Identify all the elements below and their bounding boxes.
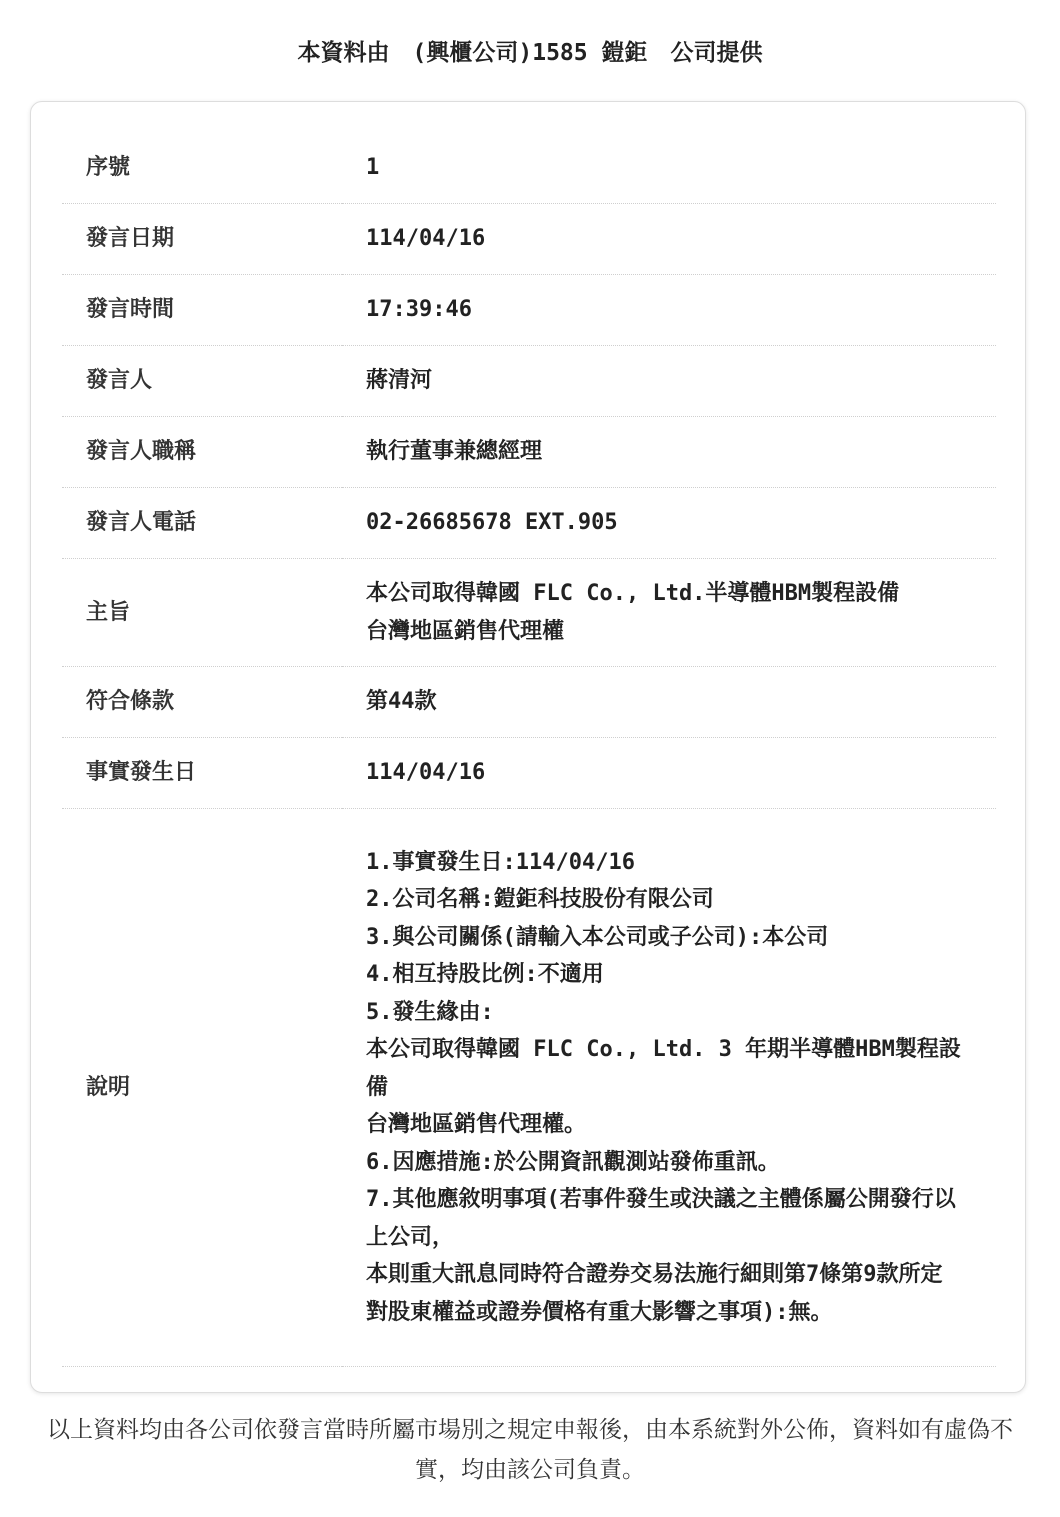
description-label: 說明 xyxy=(62,809,342,1367)
date-value: 114/04/16 xyxy=(342,204,996,275)
announcement-table xyxy=(62,133,996,1367)
row-serial xyxy=(62,133,996,204)
fact-date-value: 114/04/16 xyxy=(342,738,996,809)
speaker-phone-value: 02-26685678 EXT.905 xyxy=(342,488,996,559)
disclaimer-note: 以上資料均由各公司依發言當時所屬市場別之規定申報後，由本系統對外公佈，資料如有虛偽不實，均由該公司負責。 xyxy=(47,1417,1013,1483)
description-line: 6.因應措施:於公開資訊觀測站發佈重訊。 xyxy=(366,1149,780,1175)
row-subject xyxy=(62,559,996,667)
description-value xyxy=(342,809,996,1367)
serial-value: 1 xyxy=(342,133,996,204)
clause-value: 第44款 xyxy=(342,667,996,738)
description-line: 2.公司名稱:鎧鉅科技股份有限公司 xyxy=(366,887,714,913)
serial-label: 序號 xyxy=(62,133,342,204)
date-label: 發言日期 xyxy=(62,204,342,275)
speaker-label: 發言人 xyxy=(62,346,342,417)
description-line: 1.事實發生日:114/04/16 xyxy=(366,849,635,875)
page-title: 本資料由 (興櫃公司)1585 鎧鉅 公司提供 xyxy=(297,40,763,66)
description-line: 對股東權益或證券價格有重大影響之事項):無。 xyxy=(366,1299,833,1325)
row-speaker-title xyxy=(62,417,996,488)
subject-line: 台灣地區銷售代理權 xyxy=(366,618,565,644)
speaker-title-label: 發言人職稱 xyxy=(62,417,342,488)
time-label: 發言時間 xyxy=(62,275,342,346)
clause-label: 符合條款 xyxy=(62,667,342,738)
description-line: 7.其他應敘明事項(若事件發生或決議之主體係屬公開發行以上公司， xyxy=(366,1187,956,1250)
description-line: 本則重大訊息同時符合證券交易法施行細則第7條第9款所定 xyxy=(366,1262,943,1288)
announcement-card xyxy=(30,101,1026,1393)
description-line: 4.相互持股比例:不適用 xyxy=(366,962,604,988)
description-line: 台灣地區銷售代理權。 xyxy=(366,1112,587,1138)
fact-date-label: 事實發生日 xyxy=(62,738,342,809)
subject-value xyxy=(342,559,996,667)
time-value: 17:39:46 xyxy=(342,275,996,346)
description-line: 5.發生緣由: xyxy=(366,999,494,1025)
row-date xyxy=(62,204,996,275)
row-time xyxy=(62,275,996,346)
description-line: 本公司取得韓國 FLC Co., Ltd. 3 年期半導體HBM製程設備 xyxy=(366,1037,961,1100)
row-fact-date xyxy=(62,738,996,809)
row-description xyxy=(62,809,996,1367)
speaker-value: 蔣清河 xyxy=(342,346,996,417)
row-clause xyxy=(62,667,996,738)
speaker-phone-label: 發言人電話 xyxy=(62,488,342,559)
row-speaker xyxy=(62,346,996,417)
row-speaker-phone xyxy=(62,488,996,559)
subject-line: 本公司取得韓國 FLC Co., Ltd.半導體HBM製程設備 xyxy=(366,581,900,606)
subject-label: 主旨 xyxy=(62,559,342,667)
description-line: 3.與公司關係(請輸入本公司或子公司):本公司 xyxy=(366,924,829,950)
speaker-title-value: 執行董事兼總經理 xyxy=(342,417,996,488)
